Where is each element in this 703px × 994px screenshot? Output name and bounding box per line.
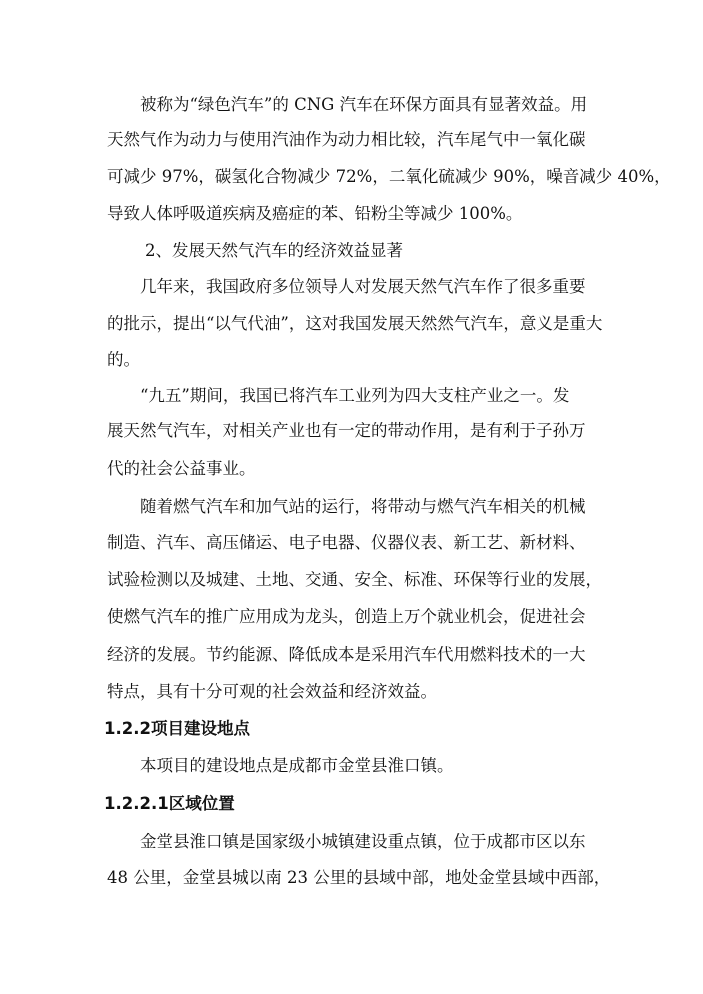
paragraph-line: 48 公里，金堂县城以南 23 公里的县域中部，地处金堂县域中西部， <box>107 868 611 887</box>
paragraph-line: 制造、汽车、高压储运、电子电器、仪器仪表、新工艺、新材料、 <box>107 533 586 552</box>
section-heading: 1.2.2项目建设地点 <box>104 719 250 738</box>
subsection-heading: 1.2.2.1区域位置 <box>104 794 235 813</box>
paragraph-line: 展天然气汽车，对相关产业也有一定的带动作用，是有利于子孙万 <box>107 421 586 440</box>
paragraph-line: 本项目的建设地点是成都市金堂县淮口镇。 <box>140 756 454 775</box>
paragraph-line: 经济的发展。节约能源、降低成本是采用汽车代用燃料技术的一大 <box>107 645 586 664</box>
paragraph-line: 特点，具有十分可观的社会效益和经济效益。 <box>107 682 437 701</box>
paragraph-line: 代的社会公益事业。 <box>107 459 256 478</box>
paragraph-line: 使燃气汽车的推广应用成为龙头，创造上万个就业机会，促进社会 <box>107 607 586 626</box>
paragraph-line: 几年来，我国政府多位领导人对发展天然气汽车作了很多重要 <box>140 277 586 296</box>
paragraph-line: 金堂县淮口镇是国家级小城镇建设重点镇，位于成都市区以东 <box>140 832 586 851</box>
paragraph-line: 的。 <box>107 350 140 369</box>
paragraph-line: 随着燃气汽车和加气站的运行，将带动与燃气汽车相关的机械 <box>140 497 586 516</box>
paragraph-line: “九五”期间，我国已将汽车工业列为四大支柱产业之一。发 <box>140 386 570 405</box>
paragraph-line: 天然气作为动力与使用汽油作为动力相比较，汽车尾气中一氧化碳 <box>107 130 586 149</box>
paragraph-line: 可减少 97%，碳氢化合物减少 72%，二氧化硫减少 90%，噪音减少 40%， <box>107 167 671 186</box>
paragraph-line: 的批示，提出“以气代油”，这对我国发展天然然气汽车，意义是重大 <box>107 314 603 333</box>
list-item-heading: 2、发展天然气汽车的经济效益显著 <box>145 241 403 260</box>
paragraph-line: 试验检测以及城建、土地、交通、安全、标准、环保等行业的发展， <box>107 570 602 589</box>
paragraph-line: 导致人体呼吸道疾病及癌症的苯、铅粉尘等减少 100%。 <box>107 204 523 223</box>
paragraph-line: 被称为“绿色汽车”的 CNG 汽车在环保方面具有显著效益。用 <box>140 95 588 114</box>
